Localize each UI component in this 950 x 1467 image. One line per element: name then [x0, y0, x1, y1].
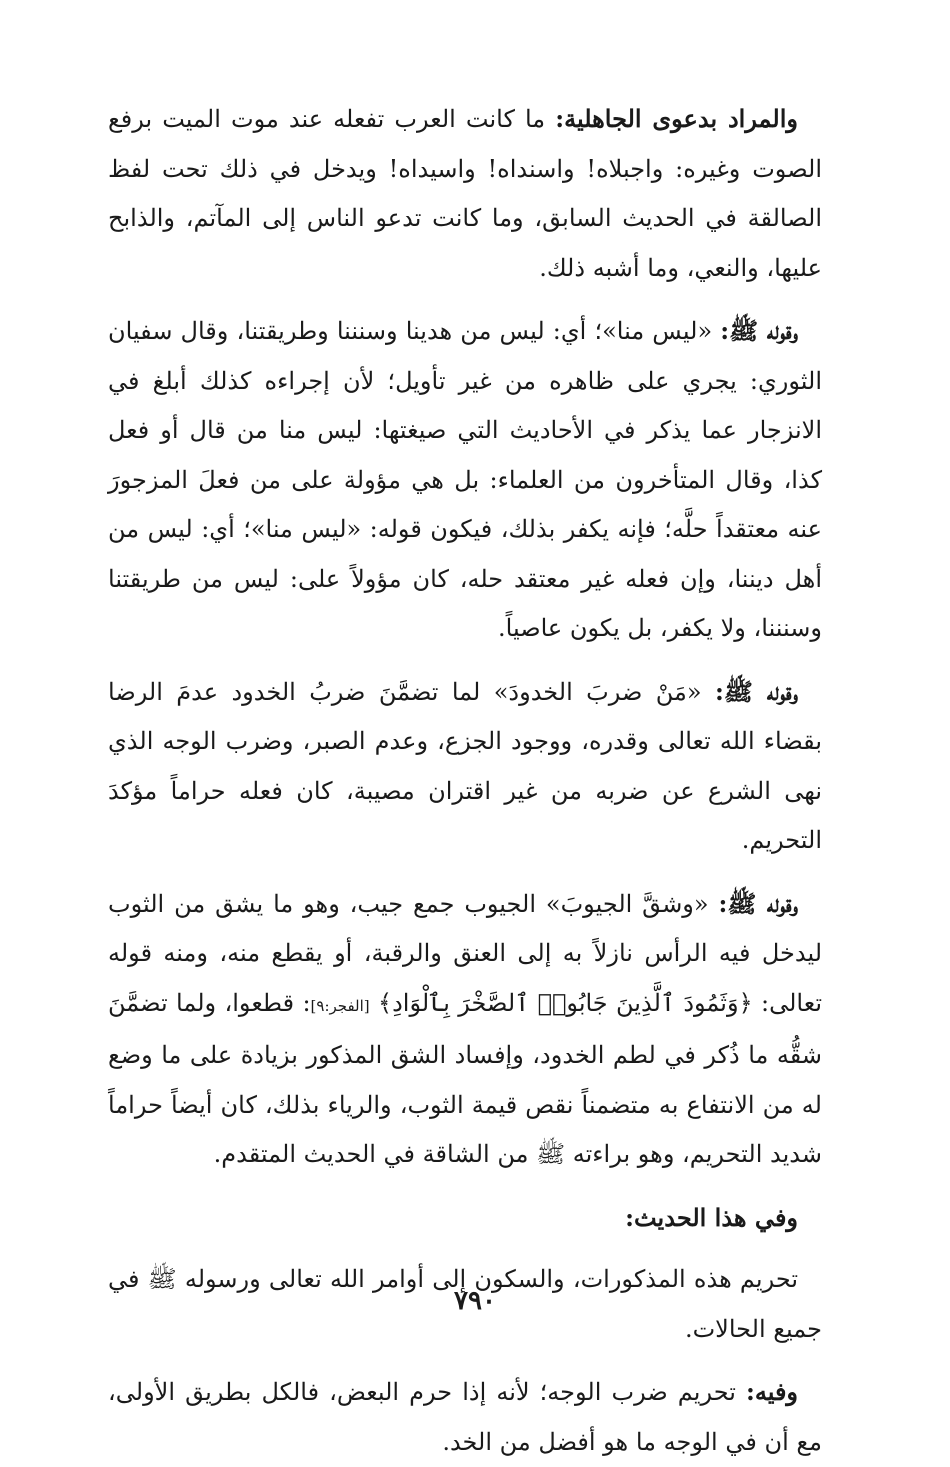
paragraph-lead: والمراد بدعوى الجاهلية: — [555, 104, 799, 133]
section-heading: وفي هذا الحديث: — [625, 1202, 798, 1232]
paragraph-darb-al-khudud — [108, 667, 822, 866]
paragraph-text-cont: : قطعوا، ولما تضمَّنَ شقُّه ما ذُكر في لطم الخدود، وإفساد الشق المذكور بزيادة على ما وضع له من الانتفاع به متضمناً نقص قيمة الثوب، والرياء بذلك، كان أيضاً حراماً شديد التحريم، وهو براءته ﷺ من الشاقة في الحديث المتقدم. — [108, 988, 822, 1168]
paragraph-shaqq-al-juyub — [108, 879, 822, 1180]
paragraph-text: «ليس منا»؛ أي: ليس من هدينا وسنننا وطريقتنا، وقال سفيان الثوري: يجري على ظاهره من غير تأويل؛ لأن إجراءه كذلك أبلغ في الانزجار عما يذكر في الأحاديث التي صيغتها: ليس منا من قال أو فعل كذا، وقال المتأخرون من العلماء: بل هي مؤولة على من فعلَ المزجورَ عنه معتقداً حلَّه؛ فإنه يكفر بذلك، فيكون قوله: «ليس منا»؛ أي: ليس من أهل ديننا، وإن فعله غير معتقد حله، كان مؤولاً على: ليس من طريقتنا وسنننا، ولا يكفر، بل يكون عاصياً. — [108, 317, 822, 642]
paragraph-text: ما كانت العرب تفعله عند موت الميت برفع الصوت وغيره: واجبلاه! واسنداه! واسيداه! ويدخل في ذلك تحت لفظ الصالقة في الحديث السابق، وما كانت تدعو الناس إلى المآتم، والذابح عليها، والنعي، وما أشبه ذلك. — [108, 105, 823, 282]
paragraph-text: «وشقَّ الجيوبَ» الجيوب جمع جيب، وهو ما يشق من الثوب ليدخل فيه الرأس نازلاً به إلى العنق والرقبة، أو يقطع منه، ومنه قوله تعالى: ﴿وَثَمُودَ ٱلَّذِينَ جَابُوا۟ ٱلصَّخْرَ بِٱلْوَادِ﴾ — [108, 889, 822, 1017]
paragraph-tahrim: تحريم هذه المذكورات، والسكون إلى أوامر الله تعالى ورسوله ﷺ في جميع الحالات. — [108, 1265, 822, 1343]
paragraph-lead: وفيه: — [745, 1377, 798, 1406]
paragraph-lead: وقوله ﷺ: — [720, 316, 798, 345]
quran-reference: [الفجر:٩] — [310, 996, 370, 1015]
paragraph-text: تحريم ضرب الوجه؛ لأنه إذا حرم البعض، فالكل بطريق الأولى، مع أن في الوجه ما هو أفضل من الخد. — [108, 1378, 822, 1456]
page-number: ٧٩٠ — [454, 1286, 496, 1316]
paragraph-lead: وقوله ﷺ: — [714, 676, 799, 706]
paragraph-jahiliyya — [108, 94, 822, 293]
paragraph-darb-al-wajh — [108, 1367, 822, 1467]
paragraph-text: «مَنْ ضربَ الخدودَ» لما تضمَّنَ ضربُ الخدود عدمَ الرضا بقضاء الله تعالى وقدره، ووجود الجزع، وعدم الصبر، وضرب الوجه الذي نهى الشرع عن ضربه من غير اقتران مصيبة، كان فعله حراماً مؤكدَ التحريم. — [108, 677, 822, 854]
paragraph-lead: وقوله ﷺ: — [718, 888, 798, 918]
paragraph-laysa-minna — [108, 306, 822, 654]
